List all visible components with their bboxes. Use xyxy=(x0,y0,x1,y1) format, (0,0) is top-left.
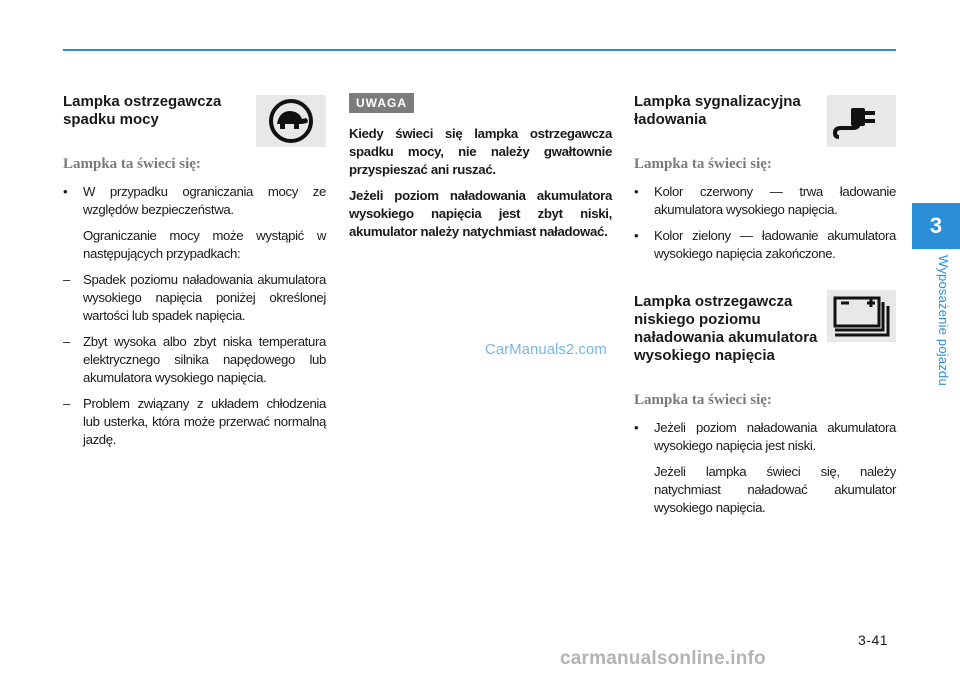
column-caution xyxy=(349,93,612,241)
power-reduction-subhead: Lampka ta świeci się: xyxy=(63,156,201,172)
caution-text xyxy=(349,125,612,241)
turtle-warning-icon xyxy=(256,95,326,147)
list-item-text: Zbyt wysoka albo zbyt niska temperatura elektrycznego silnika napędowego lub akumulatora wysokiego napięcia. xyxy=(83,334,326,385)
list-item xyxy=(63,271,326,325)
list-item-text: W przypadku ograniczania mocy ze względów bezpieczeństwa. xyxy=(83,184,326,217)
battery-body xyxy=(634,419,896,517)
title-line: ładowania xyxy=(634,111,707,128)
list-item-text: Kolor czerwony — trwa ładowanie akumulatora wysokiego napięcia. xyxy=(654,184,896,217)
page-number: 3-41 xyxy=(858,632,889,648)
caution-paragraph: Kiedy świeci się lampka ostrzegawcza spadku mocy, nie należy gwałtownie przyspieszać ani ruszać. xyxy=(349,126,612,177)
title-line: Lampka ostrzegawcza xyxy=(63,93,222,110)
dash-mark: – xyxy=(63,334,70,349)
battery-warning-icon xyxy=(827,290,896,342)
intro-text: Ograniczanie mocy może wystąpić w następujących przypadkach: xyxy=(83,228,326,261)
list-item xyxy=(634,419,896,455)
list-item-text: Spadek poziomu naładowania akumulatora wysokiego napięcia poniżej określonej wartości lub spadek napięcia. xyxy=(83,272,326,323)
bullet-mark: • xyxy=(634,228,639,243)
title-line: naładowania akumulatora xyxy=(634,329,818,346)
power-reduction-body xyxy=(63,183,326,449)
charging-icon-box xyxy=(827,95,896,147)
battery-section xyxy=(634,293,896,517)
bullet-mark: • xyxy=(634,420,639,435)
list-item xyxy=(634,227,896,263)
power-reduction-icon-box xyxy=(256,95,326,147)
column-charging xyxy=(634,93,896,517)
charging-body xyxy=(634,183,896,263)
title-line: niskiego poziomu xyxy=(634,311,761,328)
caution-badge: UWAGA xyxy=(349,93,414,113)
column-power-reduction xyxy=(63,93,326,449)
charging-plug-icon xyxy=(827,95,896,147)
list-item xyxy=(63,333,326,387)
top-rule xyxy=(63,49,896,51)
dash-mark: – xyxy=(63,272,70,287)
section-tab: 3 xyxy=(912,203,960,249)
list-item-text: Problem związany z układem chłodzenia lub usterka, która może przerwać normalną jazdę. xyxy=(83,396,326,447)
list-item-text: Kolor zielony — ładowanie akumulatora wysokiego napięcia zakończone. xyxy=(654,228,896,261)
bullet-mark: • xyxy=(63,184,68,199)
bullet-mark: • xyxy=(634,184,639,199)
title-line: spadku mocy xyxy=(63,111,159,128)
battery-icon-box xyxy=(827,290,896,342)
section-label: Wyposażenie pojazdu xyxy=(936,255,951,386)
site-watermark: CarManuals2.com xyxy=(485,341,607,358)
list-item xyxy=(634,183,896,219)
battery-subhead: Lampka ta świeci się: xyxy=(634,392,772,408)
footer-watermark: carmanualsonline.info xyxy=(560,648,766,669)
title-line: Lampka ostrzegawcza xyxy=(634,293,793,310)
caution-paragraph: Jeżeli poziom naładowania akumulatora wysokiego napięcia jest zbyt niski, akumulator należy natychmiast naładować. xyxy=(349,188,612,239)
list-item xyxy=(63,395,326,449)
dash-mark: – xyxy=(63,396,70,411)
list-item xyxy=(63,183,326,219)
title-line: Lampka sygnalizacyjna xyxy=(634,93,801,110)
battery-note: Jeżeli lampka świeci się, należy natychmiast naładować akumulator wysokiego napięcia. xyxy=(654,464,896,515)
title-line: wysokiego napięcia xyxy=(634,347,775,364)
charging-subhead: Lampka ta świeci się: xyxy=(634,156,772,172)
list-item-text: Jeżeli poziom naładowania akumulatora wysokiego napięcia jest niski. xyxy=(654,420,896,453)
